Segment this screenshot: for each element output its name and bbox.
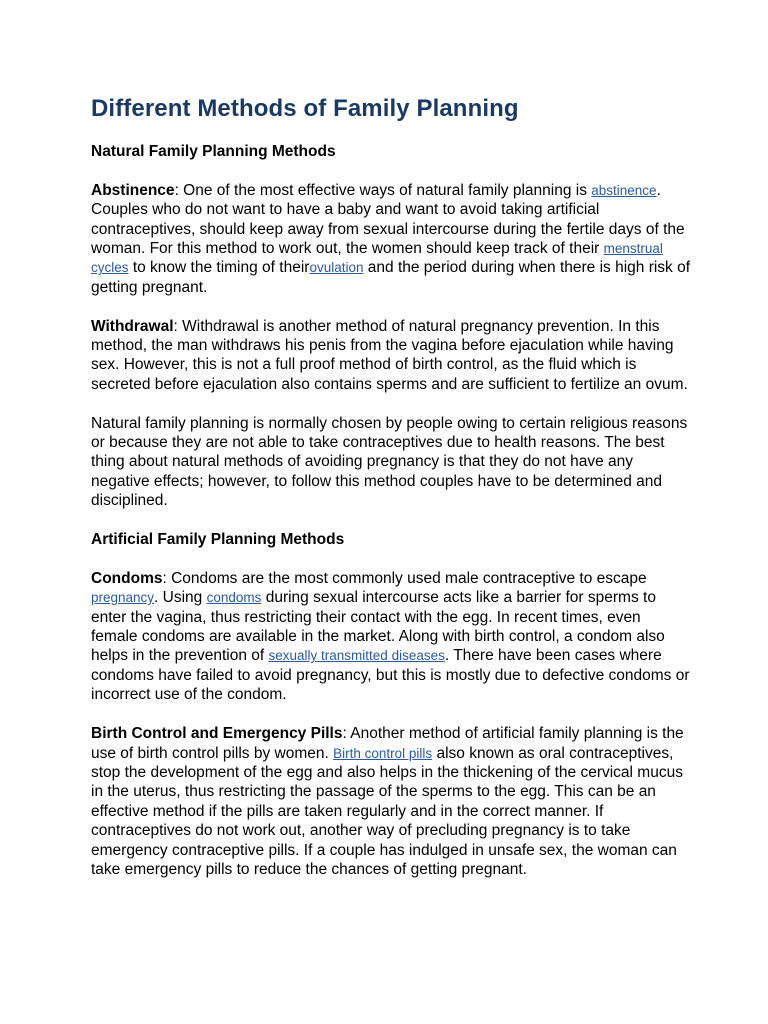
pregnancy-link[interactable]: pregnancy — [91, 590, 155, 606]
natural-methods-heading: Natural Family Planning Methods — [91, 143, 336, 160]
abstinence-link[interactable]: abstinence — [591, 182, 657, 198]
abstinence-text-4: and the period during when there is high risk of getting pregnant. — [91, 259, 691, 296]
condoms-text-2: . Using — [154, 589, 207, 607]
pills-text-1: : Another method of artificial family planning is the use of birth control pills by women. — [91, 725, 684, 762]
birth-control-pills-link[interactable]: Birth control pills — [333, 745, 433, 761]
pills-term: Birth Control and Emergency Pills — [91, 725, 343, 743]
abstinence-text-3: to know the timing of their — [128, 259, 310, 277]
artificial-methods-heading: Artificial Family Planning Methods — [91, 531, 345, 549]
menstrual-cycles-link[interactable]: menstrual cycles — [91, 241, 663, 276]
ovulation-link[interactable]: ovulation — [309, 260, 364, 276]
condoms-text-1: : Condoms are the most commonly used male contraceptive to escape — [162, 569, 647, 587]
pills-text-2: also known as oral contraceptives, stop the development of the egg and also helps in the thickening of the cervical mucus in the uterus, thus restricting the passage of the sperms to the egg. This can be an effective method if the pills are taken regularly and in the correct manner. If contraceptives do not work out, another way of precluding pregnancy is to take emergency contraceptive pills. If a couple has indulged in unsafe sex, the woman can take emergency pills to reduce the chances of getting pregnant. — [91, 744, 683, 878]
condoms-text-3: during sexual intercourse acts like a barrier for sperms to enter the vagina, thus restricting their contact with the egg. In recent times, even female condoms are available in the market. Along with birth control, a condom also helps in the prevention of — [91, 589, 665, 665]
condoms-link[interactable]: condoms — [206, 590, 262, 606]
sexually-transmitted-diseases-link[interactable]: sexually transmitted diseases — [268, 648, 445, 664]
abstinence-paragraph — [91, 181, 691, 297]
withdrawal-paragraph — [91, 317, 691, 395]
document-page — [91, 92, 691, 879]
withdrawal-text: : Withdrawal is another method of natural pregnancy prevention. In this method, the man withdraws his penis from the vagina before ejaculation while having sex. However, this is not a full proof method of birth control, as the fluid which is secreted before ejaculation also contains sperms and are sufficient to fertilize an ovum. — [91, 317, 688, 393]
natural-summary-paragraph: Natural family planning is normally chosen by people owing to certain religious reasons or because they are not able to take contraceptives due to health reasons. The best thing about natural methods of avoiding pregnancy is that they do not have any negative effects; however, to follow this method couples have to be determined and disciplined. — [91, 414, 688, 510]
abstinence-term: Abstinence — [91, 181, 175, 199]
withdrawal-term: Withdrawal — [91, 317, 174, 335]
abstinence-text-1: : One of the most effective ways of natural family planning is — [174, 181, 592, 199]
abstinence-text-2: . Couples who do not want to have a baby and want to avoid taking artificial contraceptives, should keep away from sexual intercourse during the fertile days of the woman. For this method to work out, the women should keep track of their — [91, 181, 685, 258]
condoms-text-4: . There have been cases where condoms have failed to avoid pregnancy, but this is mostly due to defective condoms or incorrect use of the condom. — [91, 647, 690, 704]
condoms-paragraph — [91, 569, 691, 705]
document-title: Different Methods of Family Planning — [91, 95, 519, 122]
pills-paragraph — [91, 724, 691, 879]
condoms-term: Condoms — [91, 569, 163, 587]
